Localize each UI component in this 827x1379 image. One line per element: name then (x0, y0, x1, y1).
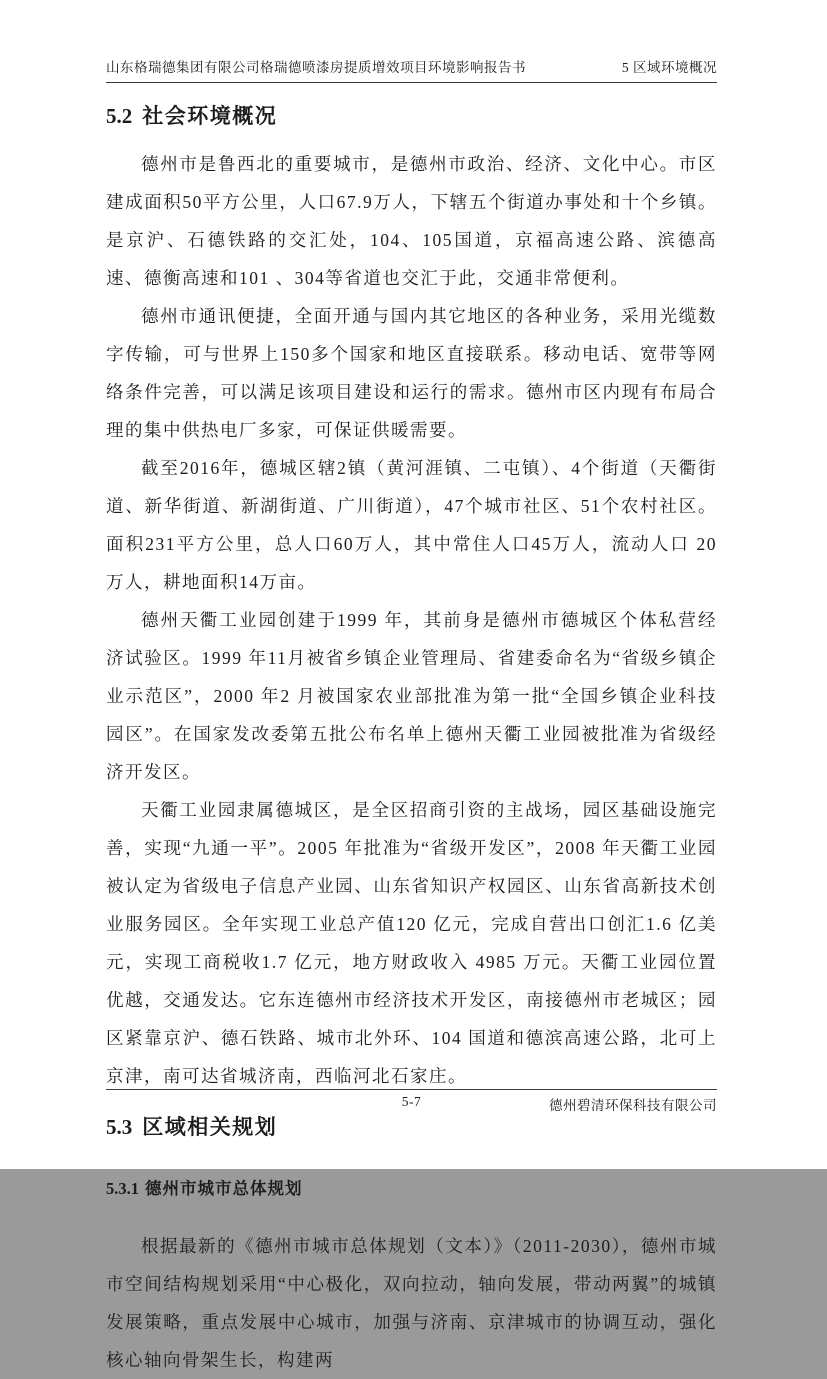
section-number: 5.3 (106, 1115, 133, 1139)
page-footer (106, 1089, 717, 1114)
header-chapter-label: 5 区域环境概况 (621, 60, 717, 75)
header-report-title: 山东格瑞德集团有限公司格瑞德喷漆房提质增效项目环境影响报告书 (106, 60, 526, 75)
section-heading-5-2 (106, 100, 717, 130)
page-number: 5-7 (401, 1094, 422, 1109)
paragraph: 德州市通讯便捷，全面开通与国内其它地区的各种业务，采用光缆数字传输，可与世界上150多个国家和地区直接联系。移动电话、宽带等网络条件完善，可以满足该项目建设和运行的需求。德州市区内现有布局合理的集中供热电厂多家，可保证供暖需要。 (106, 306, 717, 440)
page-content (106, 86, 717, 1379)
paragraph: 德州天衢工业园创建于1999 年，其前身是德州市德城区个体私营经济试验区。1999 年11月被省乡镇企业管理局、省建委命名为“省级乡镇企业示范区”，2000 年2 月被国家农业部批准为第一批“全国乡镇企业科技园区”。在国家发改委第五批公布名单上德州天衢工业园被批准为省级经济开发区。 (106, 610, 717, 782)
paragraph: 德州市是鲁西北的重要城市，是德州市政治、经济、文化中心。市区建成面积50平方公里，人口67.9万人，下辖五个街道办事处和十个乡镇。是京沪、石德铁路的交汇处，104、105国道，京福高速公路、滨德高速、德衡高速和101 、304等省道也交汇于此，交通非常便利。 (106, 154, 717, 288)
subsection-title: 德州市城市总体规划 (145, 1180, 303, 1198)
section-heading-5-3 (106, 1111, 717, 1141)
paragraph: 天衢工业园隶属德城区，是全区招商引资的主战场，园区基础设施完善，实现“九通一平”。2005 年批准为“省级开发区”，2008 年天衢工业园被认定为省级电子信息产业园、山东省知识产权园区、山东省高新技术创业服务园区。全年实现工业总产值120 亿元，完成自营出口创汇1.6 亿美元，实现工商税收1.7 亿元，地方财政收入 4985 万元。天衢工业园位置优越，交通发达。它东连德州市经济技术开发区，南接德州市老城区；园区紧靠京沪、德石铁路、城市北外环、104 国道和德滨高速公路，北可上京津，南可达省城济南，西临河北石家庄。 (106, 800, 717, 1086)
page-header (106, 0, 717, 83)
section-number: 5.2 (106, 104, 133, 128)
subsection-heading-5-3-1 (106, 1175, 717, 1199)
paragraph: 截至2016年，德城区辖2镇（黄河涯镇、二屯镇）、4个街道（天衢街道、新华街道、新湖街道、广川街道），47个城市社区、51个农村社区。面积231平方公里，总人口60万人，其中常住人口45万人，流动人口 20万人，耕地面积14万亩。 (106, 458, 717, 592)
footer-company-name: 德州碧清环保科技有限公司 (549, 1098, 717, 1113)
paragraph: 根据最新的《德州市城市总体规划（文本）》（2011-2030），德州市城市空间结构规划采用“中心极化，双向拉动，轴向发展，带动两翼”的城镇发展策略，重点发展中心城市，加强与济南、京津城市的协调互动，强化核心轴向骨架生长，构建两 (106, 1236, 717, 1370)
section-title: 社会环境概况 (142, 105, 278, 128)
section-title: 区域相关规划 (142, 1116, 278, 1139)
subsection-number: 5.3.1 (106, 1179, 139, 1198)
